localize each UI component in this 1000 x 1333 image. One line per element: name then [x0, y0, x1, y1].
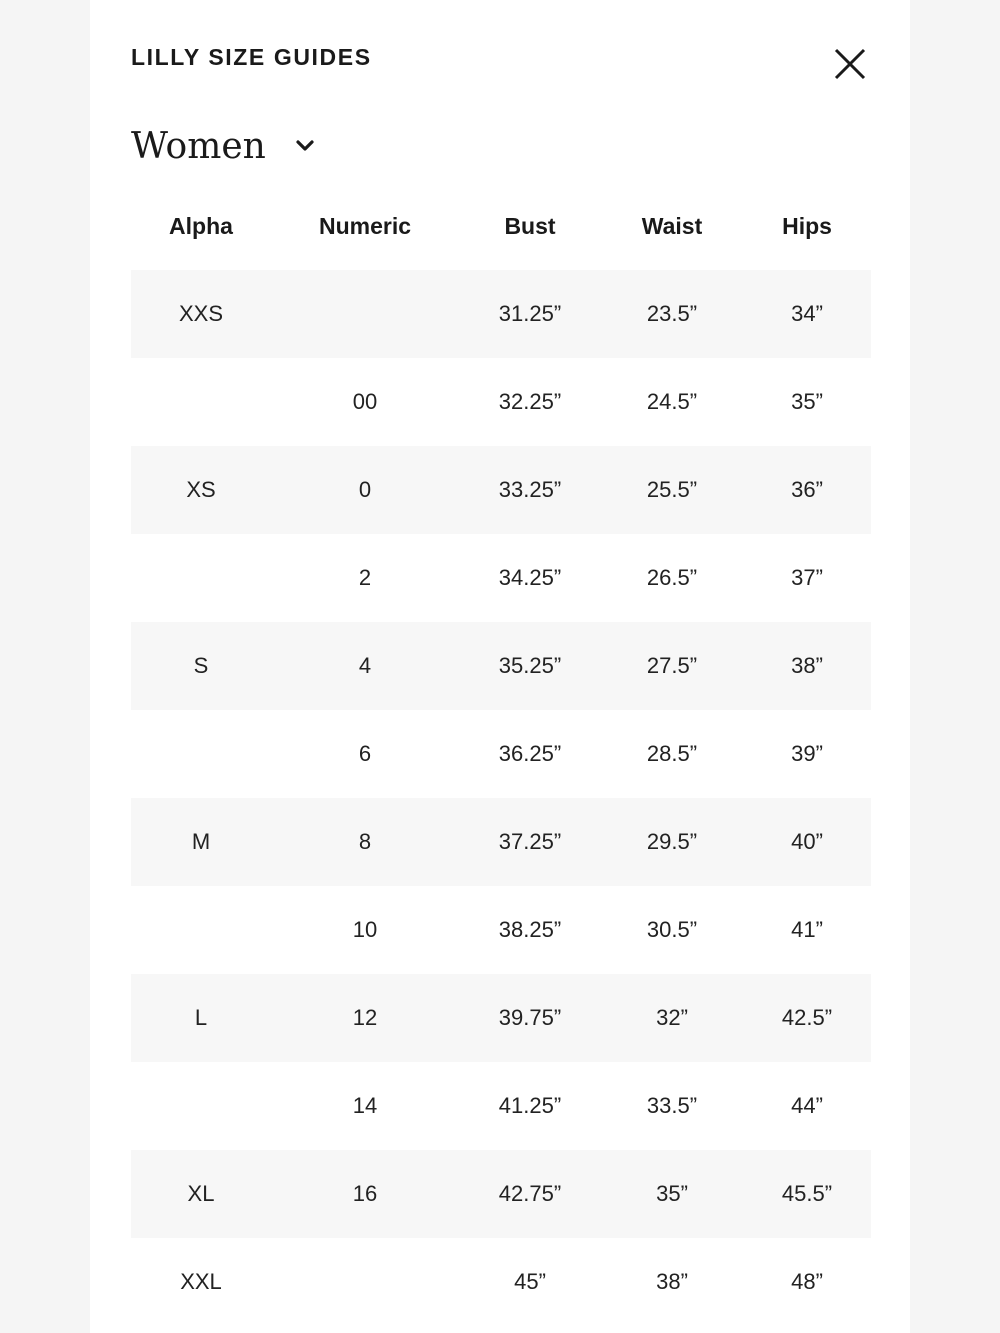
table-row [131, 974, 871, 1062]
cell-hips: 48” [791, 1269, 823, 1294]
table-row [131, 358, 871, 446]
cell-alpha: M [191, 829, 211, 854]
chevron-down-icon [294, 135, 316, 157]
column-header-waist: Waist [641, 212, 703, 239]
table-row [131, 1150, 871, 1238]
cell-waist: 35” [656, 1181, 688, 1206]
cell-alpha: S [193, 653, 209, 678]
cell-bust: 38.25” [498, 917, 562, 942]
cell-waist: 23.5” [646, 301, 698, 326]
cell-bust: 31.25” [498, 301, 562, 326]
cell-hips: 44” [791, 1093, 823, 1118]
cell-waist: 27.5” [646, 653, 698, 678]
cell-hips: 42.5” [781, 1005, 833, 1030]
cell-waist: 32” [656, 1005, 688, 1030]
close-icon [828, 42, 872, 86]
category-selected-label: Women [131, 125, 266, 167]
table-row [131, 1062, 871, 1150]
cell-hips: 45.5” [781, 1181, 833, 1206]
cell-numeric: 0 [358, 477, 372, 502]
cell-numeric: 2 [358, 565, 372, 590]
cell-numeric: 12 [352, 1005, 378, 1030]
cell-alpha: XXL [180, 1269, 222, 1294]
cell-numeric: 14 [352, 1093, 378, 1118]
table-row [131, 886, 871, 974]
page-title: LILLY SIZE GUIDES [131, 44, 372, 70]
table-row [131, 534, 871, 622]
cell-bust: 32.25” [498, 389, 562, 414]
table-row [131, 622, 871, 710]
cell-alpha: XS [186, 477, 216, 502]
cell-alpha: XL [187, 1181, 215, 1206]
cell-hips: 41” [791, 917, 823, 942]
table-body [131, 270, 871, 1326]
cell-numeric: 6 [358, 741, 372, 766]
cell-alpha: XXS [178, 301, 224, 326]
cell-bust: 33.25” [498, 477, 562, 502]
cell-waist: 24.5” [646, 389, 698, 414]
cell-waist: 30.5” [646, 917, 698, 942]
table-header [131, 200, 871, 252]
cell-waist: 26.5” [646, 565, 698, 590]
cell-waist: 25.5” [646, 477, 698, 502]
cell-numeric: 00 [352, 389, 378, 414]
cell-waist: 38” [656, 1269, 688, 1294]
cell-numeric: 16 [352, 1181, 378, 1206]
cell-waist: 33.5” [646, 1093, 698, 1118]
close-button[interactable] [828, 42, 872, 86]
cell-alpha: L [194, 1005, 208, 1030]
cell-bust: 41.25” [498, 1093, 562, 1118]
column-header-numeric: Numeric [318, 212, 412, 239]
cell-waist: 29.5” [646, 829, 698, 854]
cell-waist: 28.5” [646, 741, 698, 766]
column-header-alpha: Alpha [169, 212, 233, 239]
cell-bust: 37.25” [498, 829, 562, 854]
table-row [131, 270, 871, 358]
column-header-bust: Bust [504, 212, 556, 239]
table-row [131, 798, 871, 886]
cell-bust: 36.25” [498, 741, 562, 766]
cell-hips: 38” [791, 653, 823, 678]
cell-numeric: 4 [358, 653, 372, 678]
cell-numeric: 8 [358, 829, 372, 854]
cell-bust: 45” [514, 1269, 546, 1294]
table-row [131, 446, 871, 534]
cell-numeric: 10 [352, 917, 378, 942]
table-row [131, 710, 871, 798]
cell-hips: 34” [791, 301, 823, 326]
cell-bust: 39.75” [498, 1005, 562, 1030]
cell-hips: 36” [791, 477, 823, 502]
cell-bust: 34.25” [498, 565, 562, 590]
cell-hips: 40” [791, 829, 823, 854]
size-table [131, 200, 871, 1326]
table-row [131, 1238, 871, 1326]
cell-hips: 37” [791, 565, 823, 590]
cell-bust: 35.25” [498, 653, 562, 678]
cell-hips: 39” [791, 741, 823, 766]
category-dropdown[interactable] [131, 122, 316, 170]
cell-bust: 42.75” [498, 1181, 562, 1206]
cell-hips: 35” [791, 389, 823, 414]
column-header-hips: Hips [782, 212, 832, 239]
